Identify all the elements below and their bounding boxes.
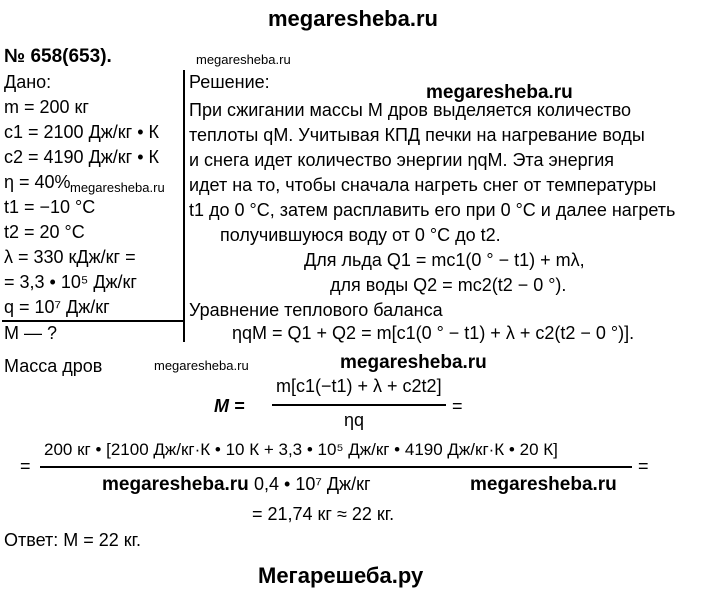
balance-title: Уравнение теплового баланса [189,300,443,320]
answer: Ответ: M = 22 кг. [4,530,142,550]
given-row: t1 = −10 °C [4,197,96,217]
given-row: c1 = 2100 Дж/кг • К [4,122,160,142]
formula-numerator: m[c1(−t1) + λ + c2t2] [276,376,442,396]
given-title: Дано: [4,72,52,92]
formula-denominator: ηq [344,410,365,430]
solution-line: идет на то, чтобы сначала нагреть снег от температуры [189,175,657,195]
watermark-mid: megaresheba.ru [340,352,487,373]
column-divider [183,70,185,342]
solution-line: и снега идет количество энергии ηqM. Эта энергия [189,150,615,170]
watermark-mid: megaresheba.ru [426,82,573,103]
given-divider [2,320,184,322]
watermark-small: megaresheba.ru [154,358,249,373]
ice-equation: Для льда Q1 = mc1(0 ° − t1) + mλ, [304,250,585,270]
watermark-small: megaresheba.ru [196,52,291,67]
solution-line: При сжигании массы M дров выделяется количество [189,100,632,120]
calc-trail: = [638,456,649,476]
calc-numerator: 200 кг • [2100 Дж/кг·К • 10 К + 3,3 • 10⁵ Дж/кг • 4190 Дж/кг·К • 20 К] [44,440,558,459]
calc-denominator: 0,4 • 10⁷ Дж/кг [254,474,371,494]
calc-result: = 21,74 кг ≈ 22 кг. [252,504,395,524]
water-equation: для воды Q2 = mc2(t2 − 0 °). [330,275,567,295]
given-find: M — ? [4,323,58,343]
solution-line: t1 до 0 °C, затем расплавить его при 0 °C и далее нагреть [189,200,676,220]
formula-eq-sign: = [452,396,463,416]
balance-equation: ηqM = Q1 + Q2 = m[c1(0 ° − t1) + λ + c2(t2 − 0 °)]. [232,323,635,343]
given-row: = 3,3 • 10⁵ Дж/кг [4,272,137,292]
mass-label: Масса дров [4,356,103,376]
watermark-small: megaresheba.ru [70,180,165,195]
given-row: m = 200 кг [4,97,89,117]
calc-fraction-bar [40,466,632,468]
watermark-bottom: Мегарешеба.ру [258,563,424,588]
watermark-mid: megaresheba.ru [102,474,249,495]
given-row: λ = 330 кДж/кг = [4,247,136,267]
given-row: c2 = 4190 Дж/кг • К [4,147,160,167]
watermark-top: megaresheba.ru [268,6,438,31]
given-row: q = 10⁷ Дж/кг [4,297,110,317]
given-row: t2 = 20 °C [4,222,85,242]
formula-lhs: M = [214,396,245,416]
problem-number: № 658(653). [4,46,112,67]
formula-fraction-bar [272,404,446,406]
watermark-mid: megaresheba.ru [470,474,617,495]
solution-line: теплоты qM. Учитывая КПД печки на нагревание воды [189,125,645,145]
solution-title: Решение: [189,72,270,92]
solution-line: получившуюся воду от 0 °C до t2. [220,225,501,245]
calc-lead: = [20,456,31,476]
given-row: η = 40% [4,172,71,192]
